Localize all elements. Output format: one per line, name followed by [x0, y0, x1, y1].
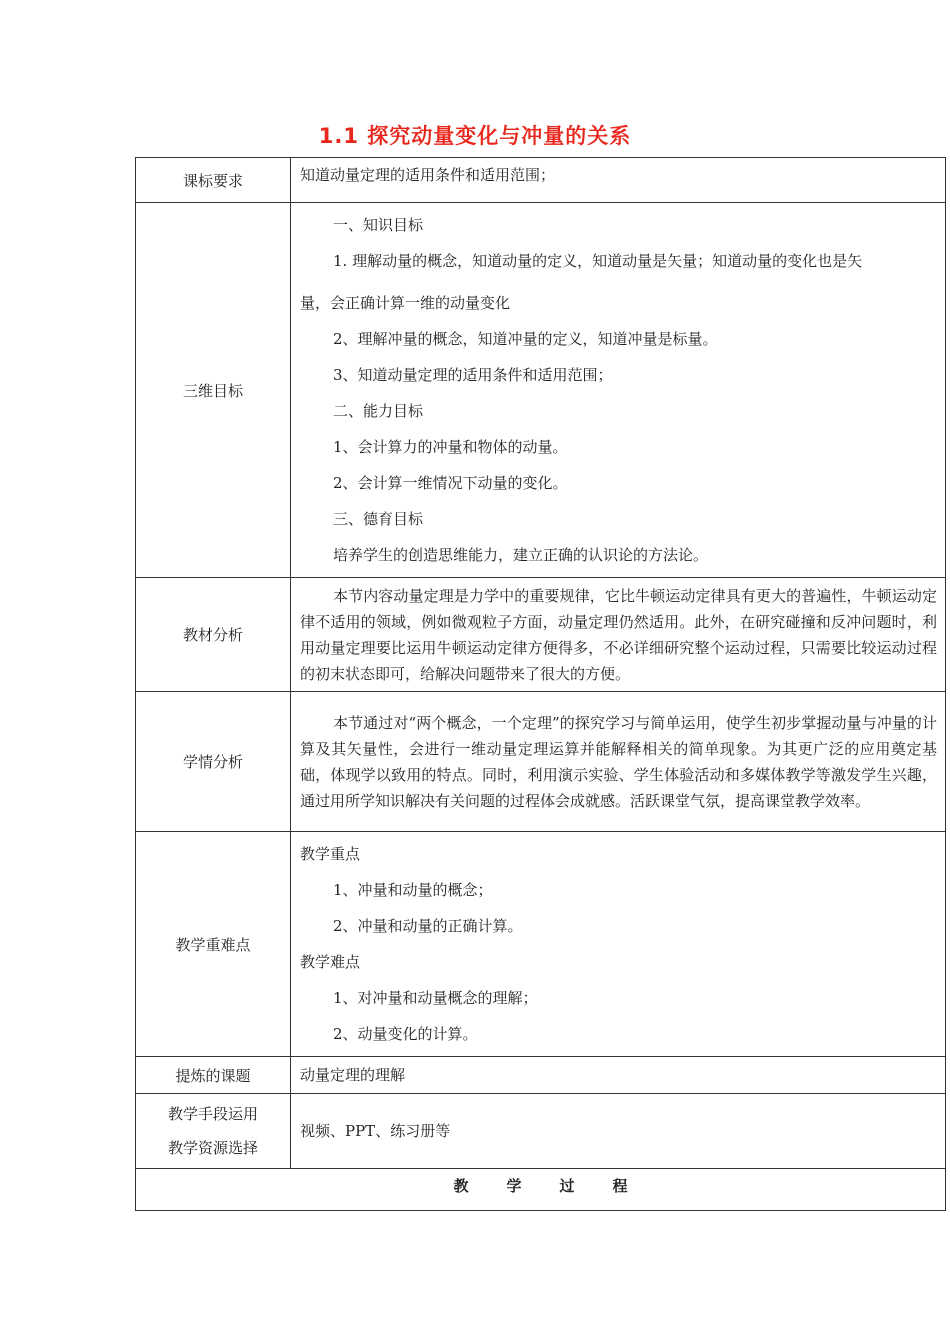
goals-content: [291, 203, 946, 578]
goals-line: 2、理解冲量的概念，知道冲量的定义，知道冲量是标量。: [333, 330, 718, 348]
row-goals: [136, 203, 946, 578]
keypoints-heading-difficulty: 教学难点: [300, 953, 361, 971]
resources-label-line: 教学手段运用: [167, 1105, 258, 1123]
goals-line: 3、知道动量定理的适用条件和适用范围；: [333, 366, 613, 384]
material-label: 教材分析: [136, 578, 291, 692]
goals-heading-moral: 三、德育目标: [333, 510, 424, 528]
row-students: [136, 692, 946, 832]
goals-heading-knowledge: 一、知识目标: [333, 216, 424, 234]
goals-line: 量，会正确计算一维的动量变化: [300, 294, 511, 312]
keypoints-content: [291, 832, 946, 1057]
resources-label-line: 教学资源选择: [167, 1139, 258, 1157]
process-header: 教学过程: [136, 1169, 946, 1211]
goals-label: 三维目标: [136, 203, 291, 578]
row-process: [136, 1169, 946, 1211]
keypoints-line: 1、冲量和动量的概念；: [333, 881, 493, 899]
keypoints-line: 1、对冲量和动量概念的理解；: [333, 989, 538, 1007]
resources-label: [136, 1094, 291, 1169]
keypoints-line: 2、动量变化的计算。: [333, 1025, 478, 1043]
row-keypoints: [136, 832, 946, 1057]
students-label: 学情分析: [136, 692, 291, 832]
row-requirements: [136, 158, 946, 203]
material-text: 本节内容动量定理是力学中的重要规律，它比牛顿运动定律具有更大的普遍性，牛顿运动定律不适用的领域，例如微观粒子方面，动量定理仍然适用。此外，在研究碰撞和反冲问题时，利用动量定理要比运用牛顿运动定律方便得多，不必详细研究整个运动过程，只需要比较运动过程的初末状态即可，给解决问题带来了很大的方便。: [291, 578, 946, 692]
keypoints-heading-focus: 教学重点: [300, 845, 361, 863]
topic-text: 动量定理的理解: [291, 1057, 946, 1094]
lesson-plan-table: [135, 157, 946, 1211]
resources-text: 视频、PPT、练习册等: [291, 1094, 946, 1169]
requirements-label: 课标要求: [136, 158, 291, 203]
row-resources: [136, 1094, 946, 1169]
keypoints-line: 2、冲量和动量的正确计算。: [333, 917, 523, 935]
row-material: [136, 578, 946, 692]
students-text: 本节通过对“两个概念，一个定理”的探究学习与简单运用，使学生初步掌握动量与冲量的计算及其矢量性，会进行一维动量定理运算并能解释相关的简单现象。为其更广泛的应用奠定基础，体现学以致用的特点。同时，利用演示实验、学生体验活动和多媒体教学等激发学生兴趣，通过用所学知识解决有关问题的过程体会成就感。活跃课堂气氛，提高课堂教学效率。: [291, 692, 946, 832]
goals-line: 培养学生的创造思维能力，建立正确的认识论的方法论。: [333, 546, 709, 564]
goals-heading-ability: 二、能力目标: [333, 402, 424, 420]
keypoints-label: 教学重难点: [136, 832, 291, 1057]
goals-line: 1、会计算力的冲量和物体的动量。: [333, 438, 568, 456]
row-topic: [136, 1057, 946, 1094]
requirements-text: 知道动量定理的适用条件和适用范围；: [291, 158, 946, 203]
topic-label: 提炼的课题: [136, 1057, 291, 1094]
goals-line: 1. 理解动量的概念，知道动量的定义，知道动量是矢量；知道动量的变化也是矢: [333, 252, 863, 270]
page-title: 1.1 探究动量变化与冲量的关系: [318, 124, 632, 148]
goals-line: 2、会计算一维情况下动量的变化。: [333, 474, 568, 492]
